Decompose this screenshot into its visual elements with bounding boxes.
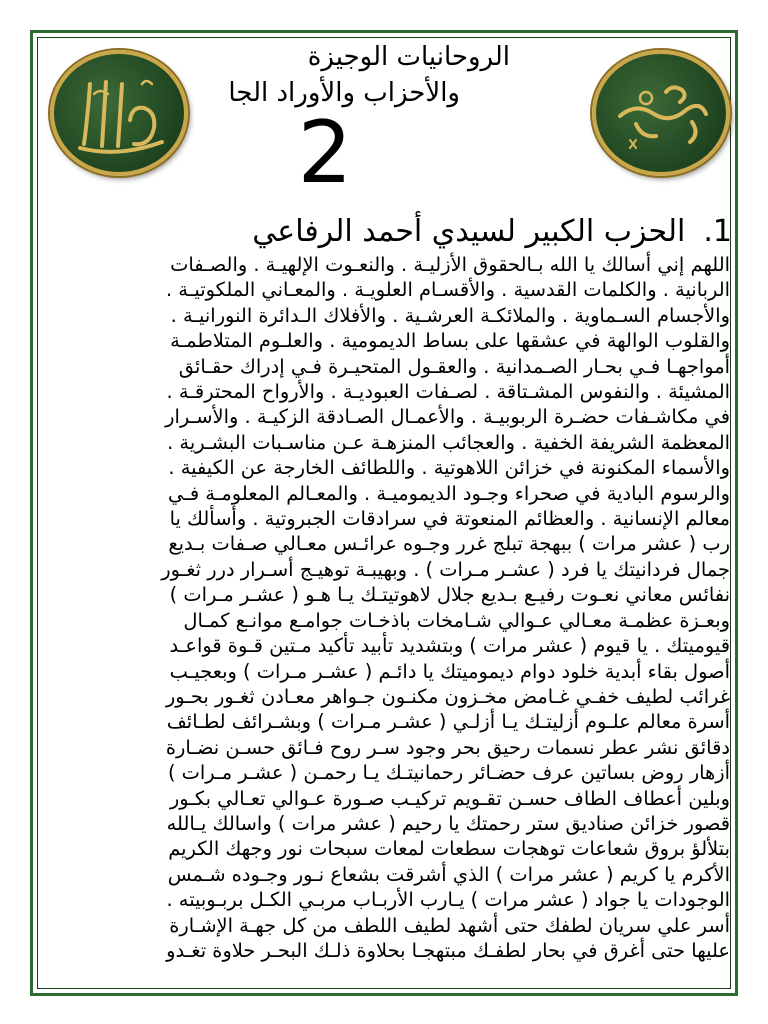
section-heading-text: الحزب الكبير لسيدي أحمد الرفاعي — [252, 214, 686, 249]
volume-number: 2 — [297, 103, 353, 203]
body-line: اللهم إني أسالك يا الله بـالحقوق الأزليـة . والنعـوت الإلهيـة . والصـفات — [170, 253, 730, 276]
body-line: قيوميتك . يا قيوم ( عشر مرات ) وبتشديد تأبيد تأكيد مـتين قـوة قواعـد — [169, 634, 730, 658]
body-line: قصور خزائن صناديق ستر رحمتك يا رحيم ( عشر مرات ) واسالك يـالله — [166, 811, 730, 835]
document-title-line-2: والأحزاب والأوراد الجا — [228, 78, 460, 108]
body-line: وبلين أعطاف الطاف حسـن تقـويم تركيـب صـورة عـوالي تعـالي بكـور — [169, 786, 730, 810]
muhammad-calligraphy-medallion-icon — [592, 50, 730, 176]
body-line: والقلوب الوالهة في عشقها على بساط الديمومية . والعلـوم المتلاطمـة — [170, 329, 730, 353]
body-line: أسر علي سريان لطفك حتى أشهد لطيف اللطف من كل جهـة الإشـارة — [169, 913, 730, 937]
body-line: والأجسام السـماوية . والملائكـة العرشـية . والأفلاك الـدائرة النورانيـة . — [170, 303, 730, 327]
prayer-body-text — [48, 252, 730, 963]
body-line: أصول بقاء أبدية خلود دوام ديموميتك يا دائـم ( عشـر مـرات ) وبعجيـب — [169, 659, 730, 683]
section-number: 1. — [703, 214, 732, 249]
body-line: أسرة معالم علـوم أزليتـك يـا أزلـي ( عشـر مـرات ) وبشـرائف لطـائف — [166, 710, 730, 734]
body-line: جمال فردانيتك يا فرد ( عشـر مـرات ) . وبهيبـة توهيـج أسـرار درر ثغـور — [161, 557, 730, 581]
body-line: رب ( عشر مرات ) ببهجة تبلج غرر وجـوه عرائـس معـالي صـفات بـديع — [168, 532, 730, 556]
body-line: عليها حتى أغرق في بحار لطفـك مبتهجـا بحلاوة ذلـك البحـر حلاوة تغـدو — [166, 938, 730, 962]
body-line: غرائب لطيف خفـي غـامض مخـزون مكنـون جـواهر معـادن ثغـور بحـور — [165, 684, 730, 708]
allah-calligraphy-icon — [54, 54, 184, 172]
muhammad-calligraphy-icon — [596, 54, 726, 172]
body-line: الربانية . والكلمات القدسية . والأقسـام العلويـة . والمعـاني الملكوتيـة . — [165, 278, 730, 302]
body-line: في مكاشـفات حضـرة الربوبيـة . والأعمـال الصـادقة الزكيـة . والأسـرار — [165, 405, 730, 429]
body-line: والرسوم البادية في صحراء وجـود الديموميـة . والمعـالم المعلومـة فـي — [168, 481, 730, 505]
body-line: وبعـزة عظمـة معـالي عـوالي شـامخات باذخـات جوامـع موانـع كمـال — [183, 608, 730, 632]
body-line: أمواجهـا فـي بحـار الصـمدانية . والعقـول المتحيـرة فـي إدراك حقـائق — [178, 354, 730, 378]
body-line: معالم الإنسانية . والعظائم المنعوتة في سرادقات الجبروتية . وأسألك يا — [169, 507, 730, 531]
body-line: الوجودات يا جواد ( عشر مرات ) يـارب الأربـاب مربـي الكـل بربـوبيته . — [166, 888, 730, 912]
body-line: الأكرم يا كريم ( عشر مرات ) الذي أشرقت بشعاع نـور وجـوده شـمس — [167, 862, 730, 886]
allah-calligraphy-medallion-icon — [50, 50, 188, 176]
body-line: المشيئة . والنفوس المشـتاقة . لصـفات العبوديـة . والأرواح المحترقـة . — [166, 380, 730, 404]
body-line: بتلألؤ بروق شعاعات توهجات سطعات لمعات سبحات نور وجهك الكريم — [168, 837, 730, 861]
body-line: المعظمة الشريفة الخفية . والعجائب المنزهـة عـن مناسـبات البشـرية . — [167, 430, 730, 454]
document-title-line-1: الروحانيات الوجيزة — [307, 42, 510, 72]
body-line: والأسماء المكنونة في خزائن اللاهوتية . واللطائف الخارجة عن الكيفية . — [168, 456, 730, 480]
body-line: نفائس معاني نعـوت رفيـع بـديع جلال لاهوتيتـك يـا هـو ( عشـر مـرات ) — [169, 583, 730, 607]
body-line: أزهار روض بساتين عرف حضـائر رحمانيتـك يـا رحمـن ( عشـر مـرات ) — [167, 761, 730, 785]
section-heading — [52, 214, 732, 249]
body-line: دقائق نشر عطر نسمات رحيق بحر وجود سـر روح فـائق حسـن نضـارة — [165, 735, 730, 759]
